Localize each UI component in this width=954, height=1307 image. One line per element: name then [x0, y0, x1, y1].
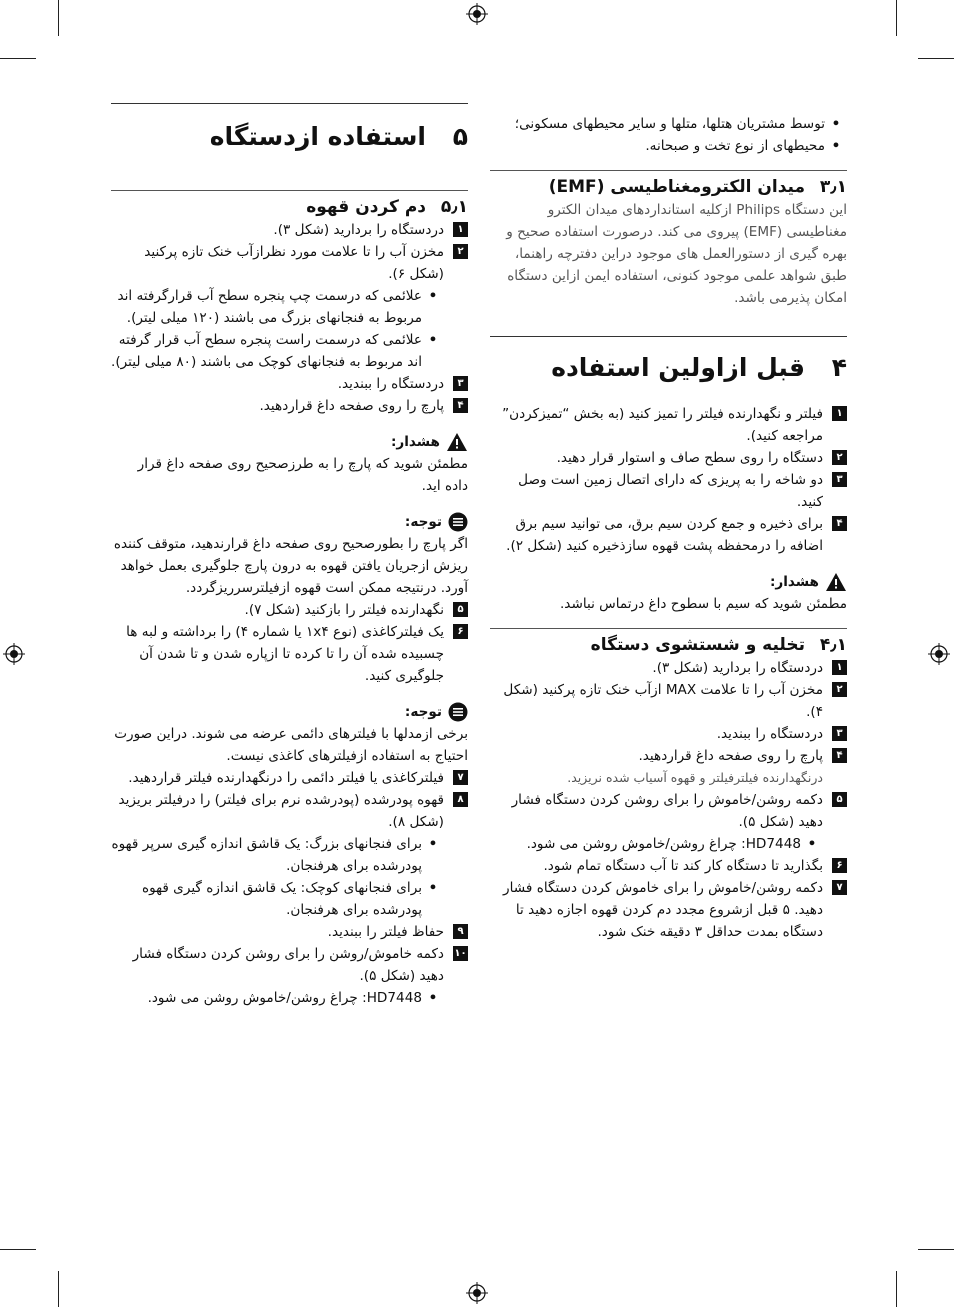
step-item: ۴ پارچ را روی صفحه داغ قراردهید. — [111, 395, 468, 417]
section-divider — [111, 190, 468, 191]
step-item: ۳ دو شاخه را به پریزی که دارای اتصال زمین است وصل کنید. — [490, 469, 847, 513]
step-number: ۷ — [453, 770, 468, 785]
step-item: ۳ دردستگاه را ببندید. — [111, 373, 468, 395]
chapter-divider — [490, 336, 847, 337]
step-item: ۱ دردستگاه را بردارید (شکل ۳). — [490, 657, 847, 679]
step-item: ۶ یک فیلترکاغذی (نوع ۱x۴ یا شماره ۴) را برداشته و لبه ها چسبیده شده آن را تا کرده تا ازپاره شدن و تا شدن آن جلوگیری کنید. — [111, 621, 468, 687]
note-icon — [448, 512, 468, 532]
step-item: ۵ دکمه روشن/خاموش را برای روشن کردن دستگاه فشار دهید (شکل ۵). — [490, 789, 847, 833]
list-item: • برای فنجانهای بزرگ: یک قاشق اندازه گیری سرپر قهوه پودرشده برای هرفنجان. — [111, 833, 468, 877]
warning-heading: هشدار: — [111, 431, 468, 453]
warning-text: مطمئن شوید که پارچ را به طرزصحیح روی صفحه داغ قرار داده اید. — [137, 456, 468, 494]
crop-mark — [918, 1249, 954, 1250]
section-heading: ۳٫۱ میدان الکترومغناطیسی (EMF) — [548, 177, 847, 197]
left-column — [111, 103, 468, 1009]
chapter-divider — [111, 103, 468, 104]
step-number: ۹ — [453, 924, 468, 939]
bullet-icon: • — [428, 880, 438, 896]
step-item: ۴ برای ذخیره و جمع کردن سیم برق، می توانید سیم برق اضافه را درمحفظه پشت قهوه سازذخیره کنید (شکل ۲). — [490, 513, 847, 557]
step-number: ۲ — [832, 450, 847, 465]
crop-mark — [918, 58, 954, 59]
registration-mark-icon — [3, 643, 25, 665]
step-number: ۱ — [832, 406, 847, 421]
section-heading: ۴٫۱ تخلیه و شستشوی دستگاه — [590, 635, 847, 655]
step-number: ۷ — [832, 880, 847, 895]
note-text: اگر پارچ را بطورصحیح روی صفحه داغ قرارندهید، متوقف کننده ریزش ازجریان یافتن قهوه به درون پارچ جلوگیری بعمل خواهد آورد. درنتیجه ممکن است قهوه ازفیلترسرریزگردد. — [113, 536, 468, 596]
warning-text: مطمئن شوید که سیم با سطوح داغ درتماس نباشد. — [559, 596, 847, 612]
right-column — [490, 113, 847, 943]
list-item: • علائمی که درسمت راست پنجره سطح آب قرار گرفته اند مربوط به فنجانهای کوچک می باشند (۸۰ میلی لیتر). — [111, 329, 468, 373]
step-item: ۶ بگذارید تا دستگاه کار کند تا آب دستگاه تمام شود. — [490, 855, 847, 877]
chapter-heading: ۵ استفاده ازدستگاه — [209, 122, 468, 151]
step-number: ۸ — [453, 792, 468, 807]
step-number: ۶ — [832, 858, 847, 873]
step-number: ۱ — [832, 660, 847, 675]
note-icon — [448, 702, 468, 722]
step-number: ۳ — [453, 376, 468, 391]
bullet-icon: • — [428, 990, 438, 1006]
step-item: ۲ مخزن آب را تا علامت MAX ازآب خنک تازه پرکنید (شکل ۴). — [490, 679, 847, 723]
registration-mark-icon — [466, 1282, 488, 1304]
crop-mark — [0, 58, 36, 59]
bullet-icon: • — [428, 836, 438, 852]
step-item: ۳ دردستگاه را ببندید. — [490, 723, 847, 745]
step-number: ۲ — [453, 244, 468, 259]
step-item: ۸ قهوه پودرشده (پودرشده نرم برای فیلتر) را درفیلتر بریزید (شکل ۸). — [111, 789, 468, 833]
note-heading: توجه: — [111, 701, 468, 723]
step-number: ۶ — [453, 624, 468, 639]
step-number: ۳ — [832, 472, 847, 487]
section-heading: ۵٫۱ دم کردن قهوه — [306, 197, 468, 217]
section-divider — [490, 628, 847, 629]
chapter-heading: ۴ قبل ازاولین استفاده — [551, 353, 847, 382]
list-item: • برای فنجانهای کوچک: یک قاشق اندازه گیری قهوه پودرشده برای هرفنجان. — [111, 877, 468, 921]
step-item: ۴ پارچ را روی صفحه داغ قراردهید. — [490, 745, 847, 767]
list-item: • محیطهای از نوع تخت و صبحانه. — [490, 135, 847, 157]
list-item: • توسط مشتریان هتلها، متلها و سایر محیطهای مسکونی؛ — [490, 113, 847, 135]
muted-instruction: درنگهدارنده فیلترفیلتر و قهوه آسیاب شده نریزید. — [567, 770, 823, 785]
step-number: ۴ — [453, 398, 468, 413]
step-item: ۱ دردستگاه را بردارید (شکل ۳). — [111, 219, 468, 241]
list-item: • HD7448: چراغ روشن/خاموش روشن می شود. — [111, 987, 468, 1009]
crop-mark — [0, 1249, 36, 1250]
crop-mark — [896, 0, 897, 36]
bullet-icon: • — [831, 116, 841, 132]
step-item: ۲ دستگاه را روی سطح صاف و استوار قرار دهید. — [490, 447, 847, 469]
warning-icon — [825, 572, 847, 592]
step-item: ۲ مخزن آب را تا علامت مورد نظرازآب خنک تازه پرکنید (شکل ۶). — [111, 241, 468, 285]
list-item: • HD7448: چراغ روشن/خاموش روشن می شود. — [490, 833, 847, 855]
paragraph: این دستگاه Philips ازکلیه استانداردهای میدان الکترو مغناطیسی (EMF) پیروی می کند. درصورت استفاده صحیح و بهره گیری از دستورالعمل های موجود دراین دفترچه راهنما، طبق شواهد علمی موجود کنونی، استفاده ایمن ازاین دستگاه امکان پذیرمی باشد. — [506, 202, 847, 306]
step-item: ۱۰ دکمه خاموش/روشن را برای روشن کردن دستگاه فشار دهید (شکل ۵). — [132, 946, 467, 984]
step-number: ۵ — [453, 602, 468, 617]
list-item: • علائمی که درسمت چپ پنجره سطح آب قرارگرفته اند مربوط به فنجانهای بزرگ می باشند (۱۲۰ میلی لیتر). — [111, 285, 468, 329]
bullet-icon: • — [428, 288, 438, 304]
crop-mark — [58, 0, 59, 36]
crop-mark — [58, 1271, 59, 1307]
step-number: ۵ — [832, 792, 847, 807]
warning-icon — [446, 432, 468, 452]
step-item: ۷ فیلترکاغذی یا فیلتر دائمی را درنگهدارنده فیلتر قراردهید. — [111, 767, 468, 789]
bullet-icon: • — [831, 138, 841, 154]
step-number: ۲ — [832, 682, 847, 697]
note-heading: توجه: — [111, 511, 468, 533]
note-text: برخی ازمدلها با فیلترهای دائمی عرضه می شوند. دراین صورت احتیاج به استفاده ازفیلترهای کاغذی نیست. — [114, 726, 468, 764]
step-item: ۵ نگهدارنده فیلتر را بازکنید (شکل ۷). — [111, 599, 468, 621]
registration-mark-icon — [466, 3, 488, 25]
step-number: ۱ — [453, 222, 468, 237]
step-item: ۷ دکمه روشن/خاموش را برای خاموش کردن دستگاه فشار دهید. ۵ قبل ازشروع مجدد دم کردن قهوه اجازه دهید تا دستگاه بمدت حداقل ۳ دقیقه خنک شود. — [490, 877, 847, 943]
step-number: ۳ — [832, 726, 847, 741]
warning-heading: هشدار: — [490, 571, 847, 593]
step-item: ۱ فیلتر و نگهدارنده فیلتر را تمیز کنید (به بخش “تمیزکردن” مراجعه کنید). — [490, 403, 847, 447]
bullet-icon: • — [428, 332, 438, 348]
bullet-icon: • — [807, 836, 817, 852]
step-number: ۱۰ — [454, 948, 467, 959]
registration-mark-icon — [928, 643, 950, 665]
section-divider — [490, 170, 847, 171]
crop-mark — [896, 1271, 897, 1307]
step-number: ۴ — [832, 516, 847, 531]
step-item: ۹ حفاظ فیلتر را ببندید. — [111, 921, 468, 943]
step-number: ۴ — [832, 748, 847, 763]
